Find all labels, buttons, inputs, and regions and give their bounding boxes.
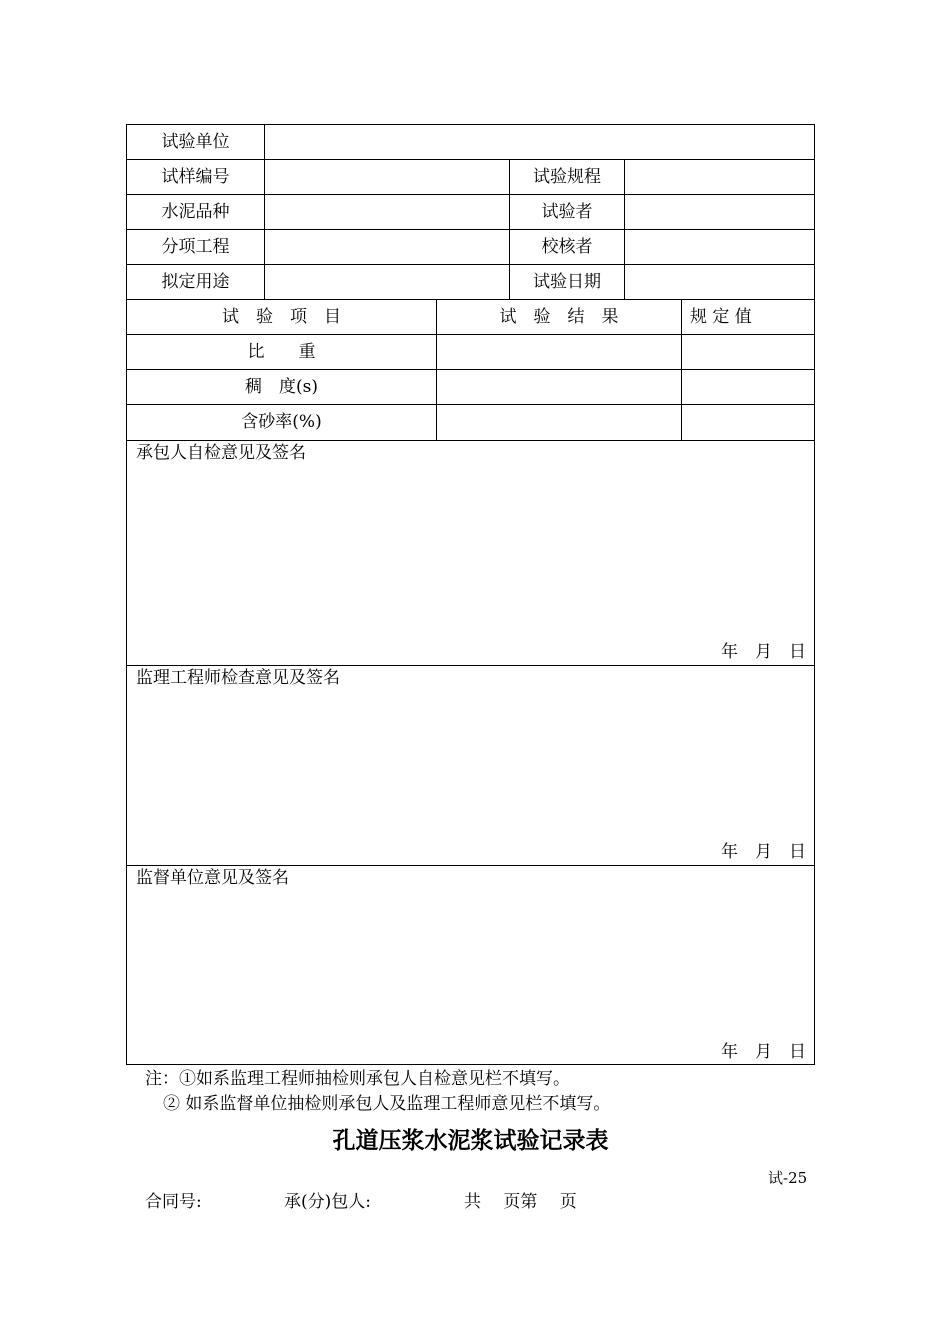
tester-field[interactable] (625, 195, 814, 229)
section-contractor-date: 年 月 日 (721, 642, 806, 662)
label-test-procedure: 试验规程 (533, 167, 601, 187)
form-code: 试-25 (768, 1169, 808, 1187)
row-divider (126, 299, 815, 300)
sub-project-field[interactable] (265, 230, 509, 264)
label-checker: 校核者 (541, 237, 593, 257)
note-line-2: ② 如系监督单位抽检则承包人及监理工程师意见栏不填写。 (163, 1094, 611, 1114)
oversight-opinion-field[interactable] (127, 891, 814, 1036)
label-test-unit: 试验单位 (161, 132, 230, 152)
header-specified-value: 规 定 值 (690, 307, 752, 327)
header-test-item: 试 验 项 目 (222, 307, 341, 327)
table-border-right (814, 124, 815, 1065)
row-divider (126, 334, 815, 335)
label-test-date: 试验日期 (533, 272, 601, 292)
item-specific-gravity: 比 重 (247, 342, 316, 362)
supervisor-opinion-field[interactable] (127, 691, 814, 836)
label-sample-number: 试样编号 (161, 167, 230, 187)
test-date-field[interactable] (625, 265, 814, 299)
label-tester: 试验者 (541, 202, 593, 222)
row-divider (126, 404, 815, 405)
checker-field[interactable] (625, 230, 814, 264)
note-line-1: 注：①如系监理工程师抽检则承包人自检意见栏不填写。 (145, 1069, 570, 1089)
cement-type-field[interactable] (265, 195, 509, 229)
intended-use-field[interactable] (265, 265, 509, 299)
col-divider (681, 299, 682, 441)
test-procedure-field[interactable] (625, 160, 814, 194)
item-sand-content: 含砂率(%) (241, 412, 322, 432)
section-oversight-label: 监督单位意见及签名 (136, 868, 289, 888)
contractor-label: 承(分)包人: (284, 1192, 371, 1212)
table-border-bottom (126, 1064, 815, 1065)
label-intended-use: 拟定用途 (161, 272, 230, 292)
row-divider (126, 369, 815, 370)
section-divider (126, 865, 815, 866)
section-supervisor-label: 监理工程师检查意见及签名 (136, 668, 340, 688)
item-consistency: 稠 度(s) (245, 377, 318, 397)
section-contractor-label: 承包人自检意见及签名 (136, 443, 306, 463)
label-sub-project: 分项工程 (161, 237, 230, 257)
header-test-result: 试 验 结 果 (499, 307, 619, 327)
section-oversight-date: 年 月 日 (721, 1042, 806, 1062)
section-divider (126, 665, 815, 666)
label-cement-type: 水泥品种 (161, 202, 230, 222)
row-divider (126, 440, 815, 441)
contractor-opinion-field[interactable] (127, 466, 814, 636)
sample-number-field[interactable] (265, 160, 509, 194)
page-count-label: 共 页第 页 (464, 1192, 577, 1212)
contract-number-label: 合同号: (145, 1192, 202, 1212)
page-title: 孔道压浆水泥浆试验记录表 (332, 1127, 609, 1154)
section-supervisor-date: 年 月 日 (721, 842, 806, 862)
test-unit-field[interactable] (265, 125, 814, 159)
